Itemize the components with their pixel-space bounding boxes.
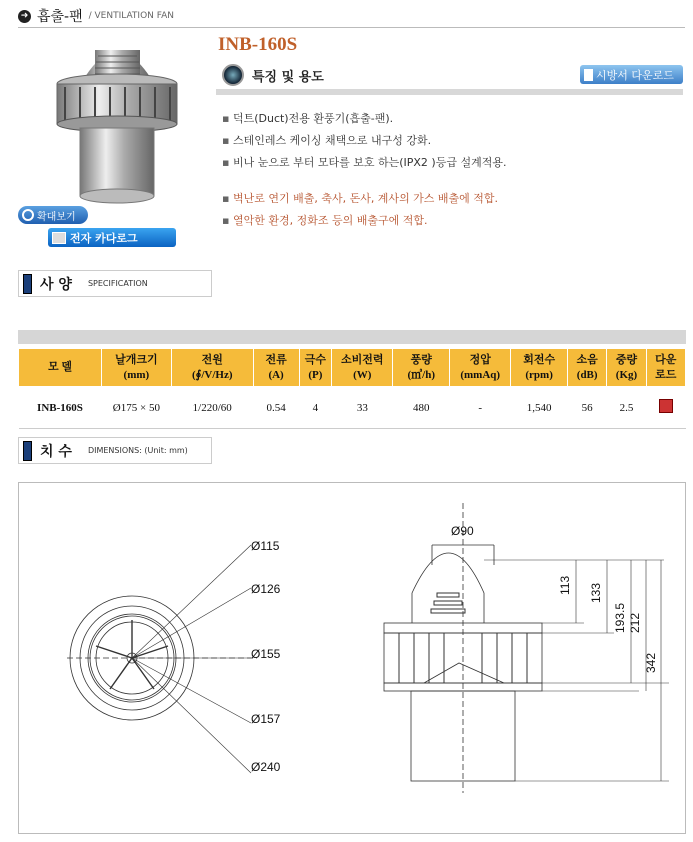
zoom-button[interactable] [18, 206, 88, 224]
monitor-icon [52, 232, 66, 244]
dimensions-drawing [18, 482, 686, 834]
cell-model: INB-160S [19, 387, 102, 429]
dim-label: Ø126 [251, 582, 281, 596]
spec-title: 사 양 [40, 276, 72, 293]
header-divider [18, 27, 685, 28]
col-header: 전원 (∮/V/Hz) [171, 349, 253, 387]
document-icon [584, 69, 593, 81]
cell-current: 0.54 [253, 387, 299, 429]
cell-watts: 33 [332, 387, 393, 429]
col-header: 풍량 (㎥/h) [393, 349, 450, 387]
col-header: 날개크기 (mm) [101, 349, 171, 387]
cell-noise: 56 [568, 387, 607, 429]
cell-pressure: - [450, 387, 511, 429]
cell-blade: Ø175 × 50 [101, 387, 171, 429]
catalog-label: 전자 카다로그 [70, 231, 138, 245]
magnifier-icon [22, 209, 34, 221]
col-header: 다운 로드 [646, 349, 685, 387]
model-title: INB-160S [218, 34, 298, 55]
top-view [67, 539, 281, 774]
dim-label: 342 [644, 652, 658, 673]
spec-download-label: 시방서 다운로드 [596, 68, 674, 82]
dim-label: Ø115 [251, 539, 280, 553]
dim-label: Ø240 [251, 760, 281, 774]
dim-label: 193.5 [613, 602, 627, 633]
col-header: 중량 (Kg) [607, 349, 646, 387]
disc-icon [222, 64, 244, 86]
dims-title: 치 수 [40, 443, 72, 460]
dims-section-tab [18, 437, 212, 464]
dim-label: Ø155 [251, 647, 281, 661]
feature-item: ▪ 덕트(Duct)전용 환풍기(흡출-팬). [222, 108, 506, 130]
dim-label: Ø157 [251, 712, 281, 726]
arrow-right-icon: ➜ [18, 10, 31, 23]
use-item: ▪ 벽난로 연기 배출, 축사, 돈사, 계사의 가스 배출에 적합. [222, 188, 506, 210]
page-header [18, 6, 174, 26]
side-view [384, 503, 669, 793]
col-header: 소음 (dB) [568, 349, 607, 387]
dim-label: 133 [589, 582, 603, 603]
cell-rpm: 1,540 [511, 387, 568, 429]
col-header: 전류 (A) [253, 349, 299, 387]
dim-label: Ø90 [451, 524, 474, 538]
col-header: 극수 (P) [299, 349, 332, 387]
col-header: 정압 (mmAq) [450, 349, 511, 387]
download-file-icon[interactable] [659, 399, 673, 413]
cell-power: 1/220/60 [171, 387, 253, 429]
spec-section-tab [18, 270, 212, 297]
zoom-label: 확대보기 [37, 211, 76, 223]
cell-airflow: 480 [393, 387, 450, 429]
feature-item: ▪ 비나 눈으로 부터 모타를 보호 하는(IPX2 )등급 설계적용. [222, 152, 506, 174]
cell-weight: 2.5 [607, 387, 646, 429]
features-divider [216, 89, 683, 95]
features-heading-label: 특징 및 용도 [252, 69, 324, 85]
dim-label: 212 [628, 612, 642, 633]
use-item: ▪ 열악한 환경, 정화조 등의 배출구에 적합. [222, 210, 506, 232]
feature-item: ▪ 스테인레스 케이싱 채택으로 내구성 강화. [222, 130, 506, 152]
spec-gray-bar [18, 330, 686, 344]
section-marker-icon [23, 441, 32, 461]
col-header: 모 델 [19, 349, 102, 387]
col-header: 소비전력 (W) [332, 349, 393, 387]
product-photo [40, 32, 195, 207]
spec-download-button[interactable] [580, 65, 683, 84]
table-row [19, 387, 686, 429]
section-marker-icon [23, 274, 32, 294]
cell-poles: 4 [299, 387, 332, 429]
col-header: 회전수 (rpm) [511, 349, 568, 387]
dim-label: 113 [558, 575, 572, 595]
e-catalog-button[interactable] [48, 228, 176, 247]
spec-title-en: SPECIFICATION [87, 279, 148, 288]
page-title: 흡출-팬 [37, 9, 83, 25]
features-list [222, 108, 506, 232]
cell-download[interactable] [646, 387, 685, 429]
dims-title-en: DIMENSIONS: (Unit: mm) [87, 446, 188, 455]
page-subtitle: / VENTILATION FAN [88, 11, 174, 21]
spec-table [18, 348, 686, 429]
features-heading [222, 64, 324, 86]
